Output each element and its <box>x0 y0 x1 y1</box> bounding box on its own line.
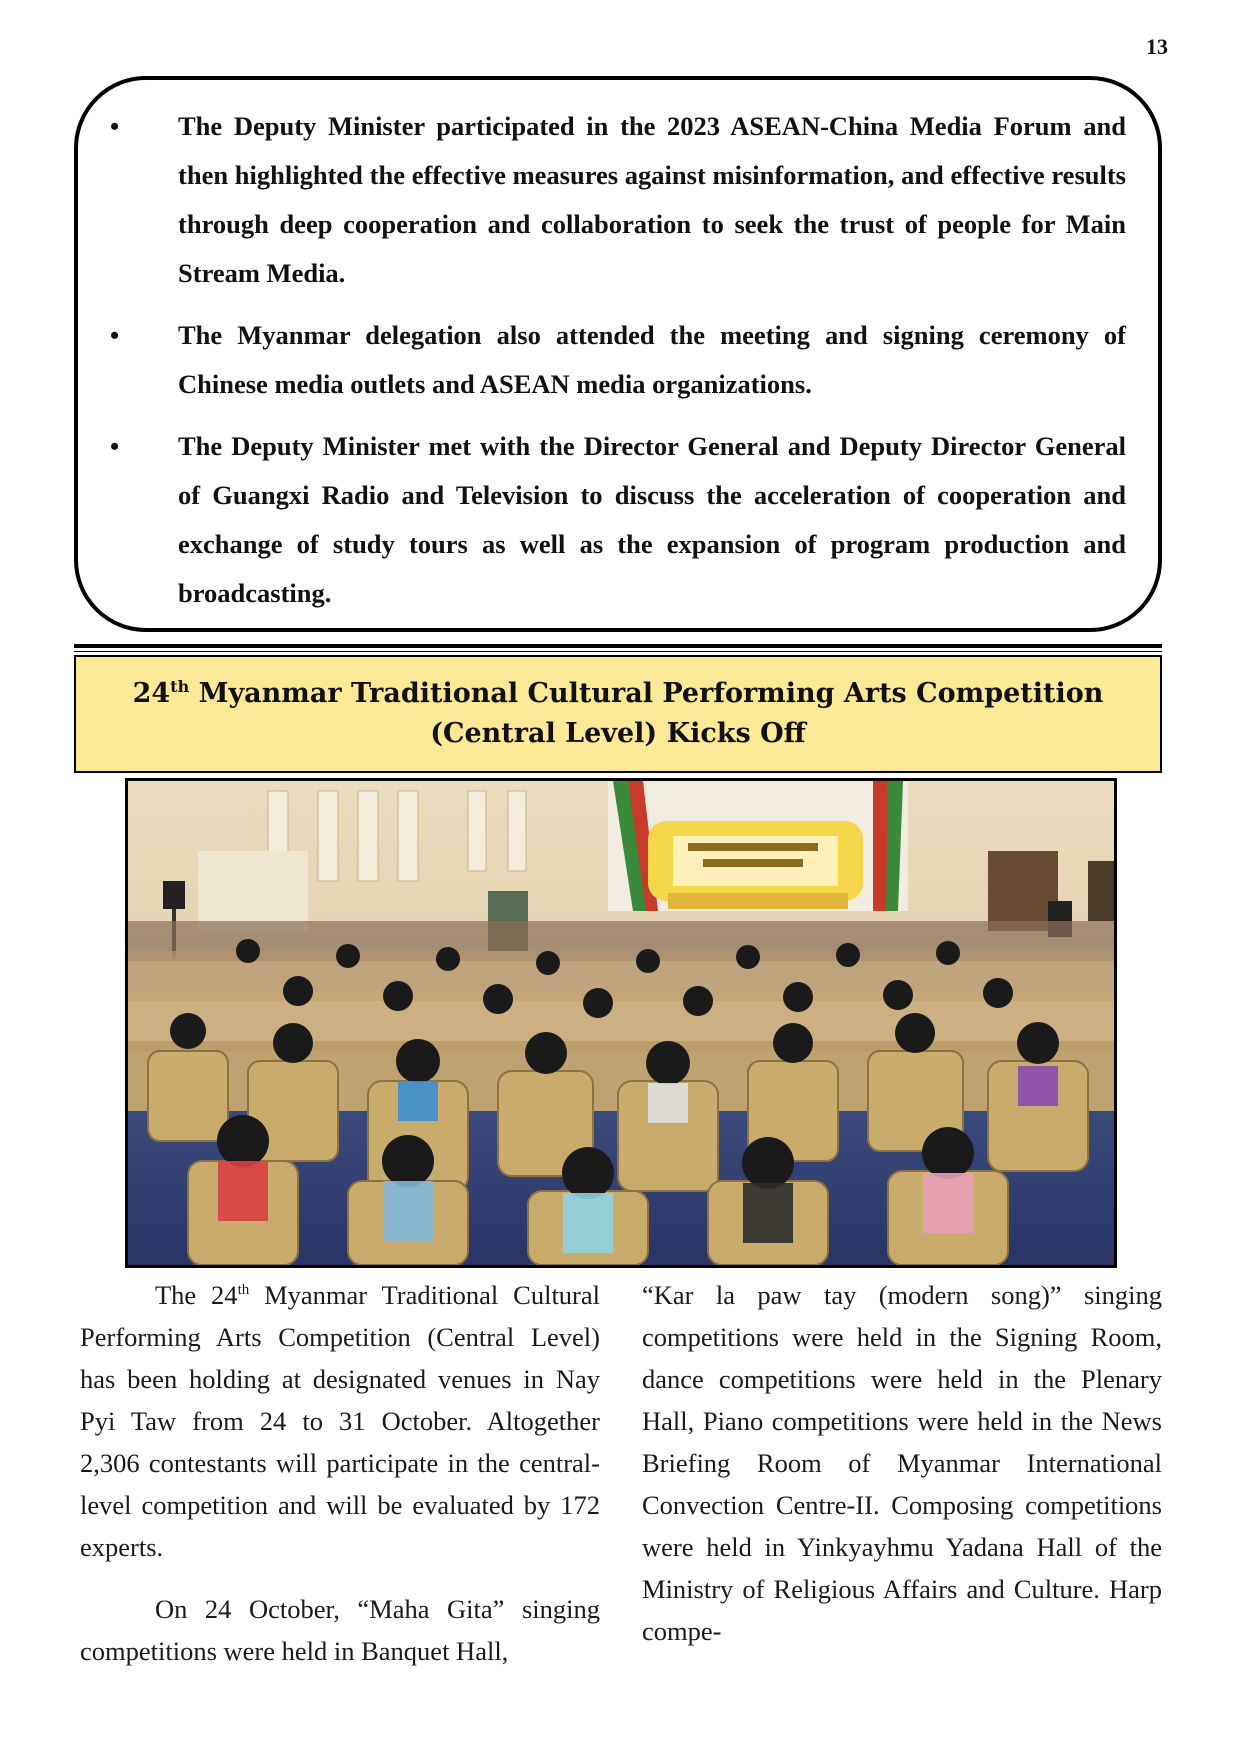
event-photo <box>125 778 1117 1268</box>
highlight-item <box>108 422 1126 618</box>
article-column-left <box>80 1274 600 1672</box>
section-divider <box>74 644 1162 648</box>
highlight-item <box>108 311 1126 409</box>
article-paragraph: The 24th Myanmar Traditional Cultural Performing Arts Competition (Central Level) has been holding at designated venues in Nay Pyi Taw from 24 to 31 October. Altogether 2,306 contestants will participate in the central-level competition and will be evaluated by 172 experts. <box>80 1280 600 1562</box>
highlight-text: The Deputy Minister met with the Director General and Deputy Director General of Guangxi Radio and Television to discuss the acceleration of cooperation and exchange of study tours as well as the expansion of program production and broadcasting. <box>178 431 1126 608</box>
bullet-icon: • <box>110 112 120 141</box>
bullet-icon: • <box>110 432 120 461</box>
page-number: 13 <box>1146 34 1168 59</box>
article-column-right <box>642 1274 1162 1652</box>
section-divider-thin <box>74 651 1162 652</box>
article-headline <box>74 655 1162 773</box>
highlights-list <box>108 102 1126 618</box>
article-paragraph: “Kar la paw tay (modern song)” singing competitions were held in the Signing Room, dance competitions were held in the Plenary Hall, Piano competitions were held in the News Briefing Room of Myanmar International Convection Centre-II. Composing competitions were held in Yinkyayhmu Yadana Hall of the Ministry of Religious Affairs and Culture. Harp compe- <box>642 1280 1162 1646</box>
highlights-box <box>74 76 1162 632</box>
highlight-item <box>108 102 1126 298</box>
headline-line-2: (Central Level) Kicks Off <box>430 718 806 749</box>
headline-line-1: 24th Myanmar Traditional Cultural Performing Arts Competition <box>132 677 1104 709</box>
highlight-text: The Deputy Minister participated in the 2023 ASEAN-China Media Forum and then highlighted the effective measures against misinformation, and effective results through deep cooperation and collaboration to seek the trust of people for Main Stream Media. <box>178 111 1126 288</box>
bullet-icon: • <box>110 321 120 350</box>
audience-hall-illustration <box>128 781 1114 1265</box>
highlight-text: The Myanmar delegation also attended the meeting and signing ceremony of Chinese media outlets and ASEAN media organizations. <box>178 320 1126 399</box>
article-paragraph: On 24 October, “Maha Gita” singing competitions were held in Banquet Hall, <box>80 1594 600 1666</box>
